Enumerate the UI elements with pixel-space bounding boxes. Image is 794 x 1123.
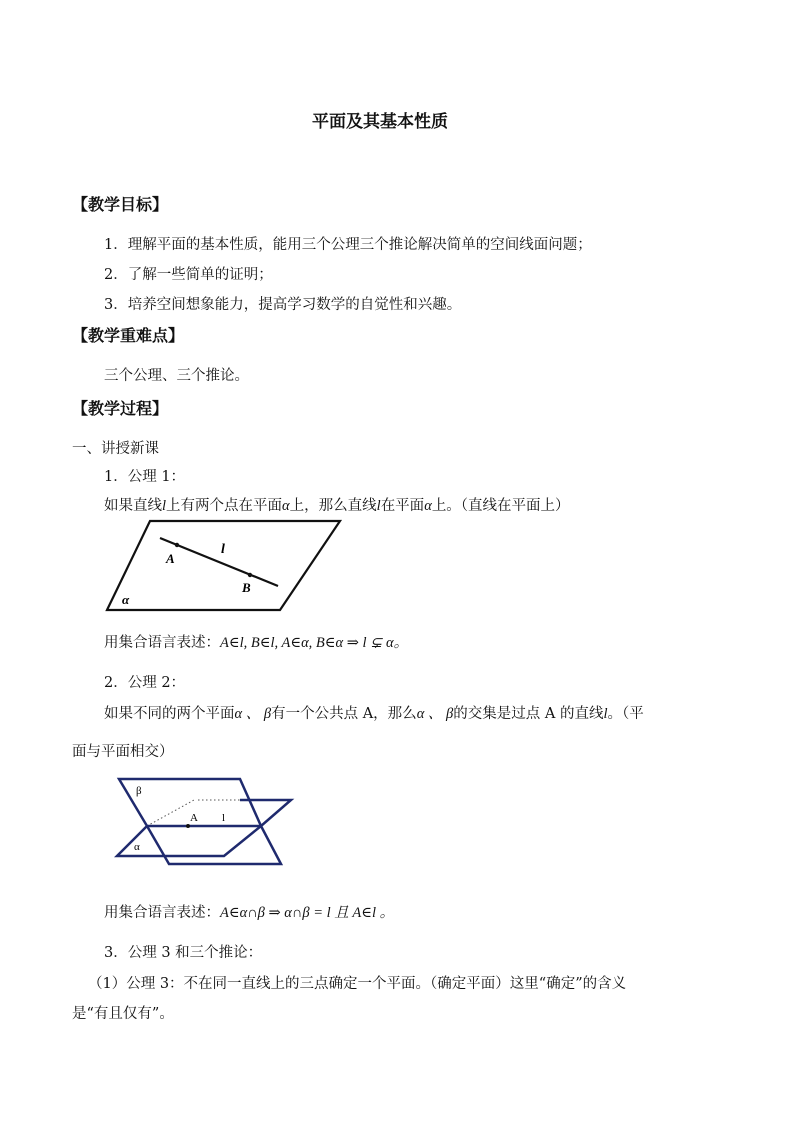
axiom2-statement-line1 <box>104 702 644 723</box>
text: 。（平 <box>607 706 644 722</box>
key-points-text: 三个公理、三个推论。 <box>104 368 249 384</box>
axiom3-statement-line1: （1）公理 3：不在同一直线上的三点确定一个平面。（确定平面）这里“确定”的含义 <box>88 976 627 992</box>
label-alpha: α <box>122 592 130 607</box>
symbol-alpha: α <box>424 498 432 514</box>
label-beta: β <box>136 785 142 797</box>
section-heading-key-points: 【教学重难点】 <box>72 326 185 345</box>
label-B: B <box>242 580 251 595</box>
axiom1-formula <box>104 631 408 652</box>
plane-alpha-outline <box>107 521 340 610</box>
figure-plane-line <box>104 518 344 614</box>
text: 如果不同的两个平面 <box>104 706 235 722</box>
point-A <box>175 543 179 547</box>
axiom1-statement <box>104 494 570 515</box>
label-alpha: α <box>134 841 140 853</box>
hidden-edge <box>147 800 194 826</box>
text: 上。（直线在平面上） <box>431 498 570 514</box>
point-B <box>248 573 252 577</box>
formula-prefix: 用集合语言表述： <box>104 635 220 651</box>
section-heading-process: 【教学过程】 <box>72 399 169 418</box>
axiom2-statement-line2: 面与平面相交） <box>72 744 174 760</box>
symbol-l: l <box>603 706 608 722</box>
label-A: A <box>166 551 175 566</box>
figure-intersecting-planes <box>114 776 294 872</box>
axiom3-label: 3．公理 3 和三个推论： <box>104 945 263 961</box>
label-A: A <box>190 812 198 824</box>
symbol-alpha: α <box>282 498 290 514</box>
symbol-alpha-beta: α 、 β <box>416 706 454 722</box>
text: 如果直线 <box>104 498 162 514</box>
page-title: 平面及其基本性质 <box>312 112 448 132</box>
formula: A∈l, B∈l, A∈α, B∈α ⇒ l ⊊ α。 <box>220 635 409 651</box>
axiom2-label: 2．公理 2： <box>104 675 186 691</box>
objective-item: 1．理解平面的基本性质，能用三个公理三个推论解决简单的空间线面问题； <box>104 237 592 253</box>
axiom3-statement-line2: 是“有且仅有”。 <box>72 1006 174 1022</box>
formula: A∈α∩β ⇒ α∩β = l 且 A∈l 。 <box>220 905 395 921</box>
text: 上有两个点在平面 <box>166 498 283 514</box>
part-heading: 一、讲授新课 <box>72 441 159 457</box>
text: 的交集是过点 A 的直线 <box>453 706 604 722</box>
formula-prefix: 用集合语言表述： <box>104 905 220 921</box>
text: 有一个公共点 A，那么 <box>271 706 417 722</box>
axiom2-formula <box>104 901 394 922</box>
section-heading-objectives: 【教学目标】 <box>72 195 169 214</box>
text: 上，那么直线 <box>289 498 377 514</box>
symbol-l: l <box>376 498 381 514</box>
text: 在平面 <box>380 498 425 514</box>
label-l: l <box>221 542 225 557</box>
objective-item: 2．了解一些简单的证明； <box>104 267 273 283</box>
symbol-l: l <box>162 498 167 514</box>
label-l: l <box>222 812 226 824</box>
plane-alpha-outline <box>117 800 291 856</box>
objective-item: 3．培养空间想象能力，提高学习数学的自觉性和兴趣。 <box>104 297 462 313</box>
plane-beta-lower <box>147 826 281 864</box>
symbol-alpha-beta: α 、 β <box>234 706 272 722</box>
point-A <box>186 824 190 828</box>
axiom1-label: 1．公理 1： <box>104 469 186 485</box>
